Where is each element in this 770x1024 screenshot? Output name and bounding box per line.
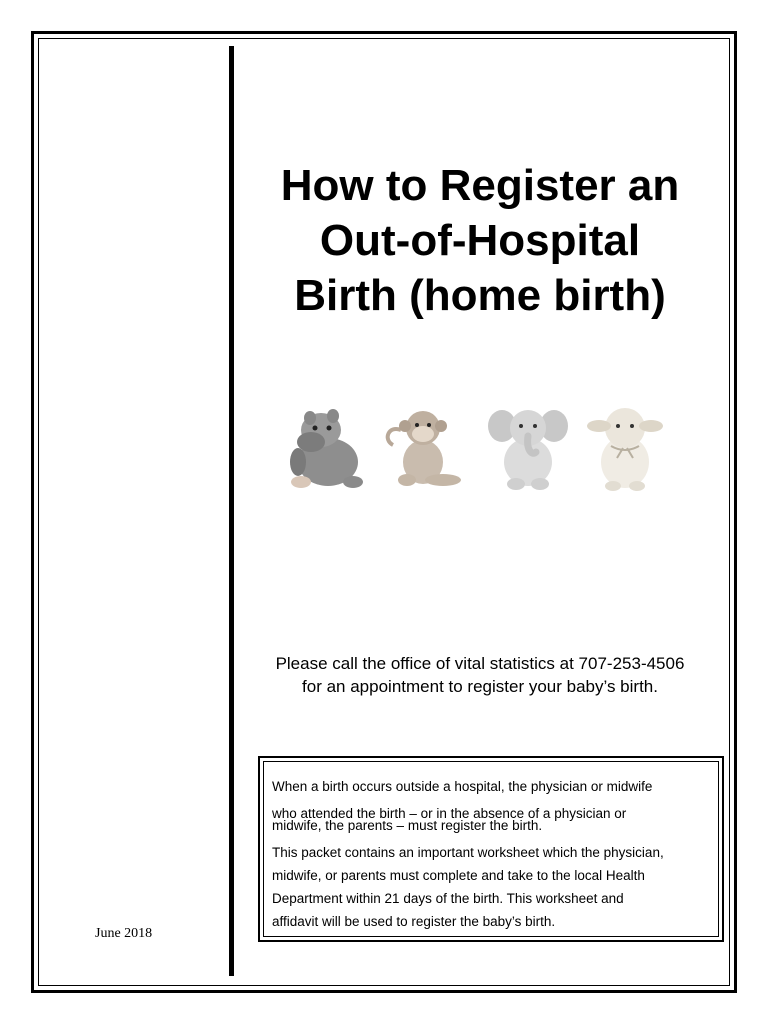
title-line-3: Birth (home birth) [294,271,666,320]
stuffed-hippo-icon [283,400,373,492]
appointment-line-1: Please call the office of vital statistics at 707-253-4506 [275,654,685,673]
stuffed-lamb-icon [583,400,668,492]
notice-line-2: who attended the birth – or in the absence of a physician or [272,806,627,821]
notice-line-1: When a birth occurs outside a hospital, the physician or midwife [272,779,653,794]
title-line-1: How to Register an [280,161,680,210]
title-line-2: Out-of-Hospital [319,216,641,265]
stuffed-animals-illustration [283,400,673,495]
notice-line-3: midwife, the parents – must register the birth. [272,818,543,833]
notice-line-7: affidavit will be used to register the baby’s birth. [272,914,556,929]
stuffed-monkey-icon [383,400,468,492]
notice-line-5: midwife, or parents must complete and take to the local Health [272,868,645,883]
page-title [250,158,710,323]
appointment-instructions [250,652,710,698]
vertical-divider [229,46,234,976]
publication-date: June 2018 [95,926,153,941]
notice-line-6: Department within 21 days of the birth. This worksheet and [272,891,624,906]
stuffed-elephant-icon [488,400,568,492]
notice-line-4: This packet contains an important worksheet which the physician, [272,845,664,860]
appointment-line-2: for an appointment to register your baby’s birth. [302,677,658,696]
